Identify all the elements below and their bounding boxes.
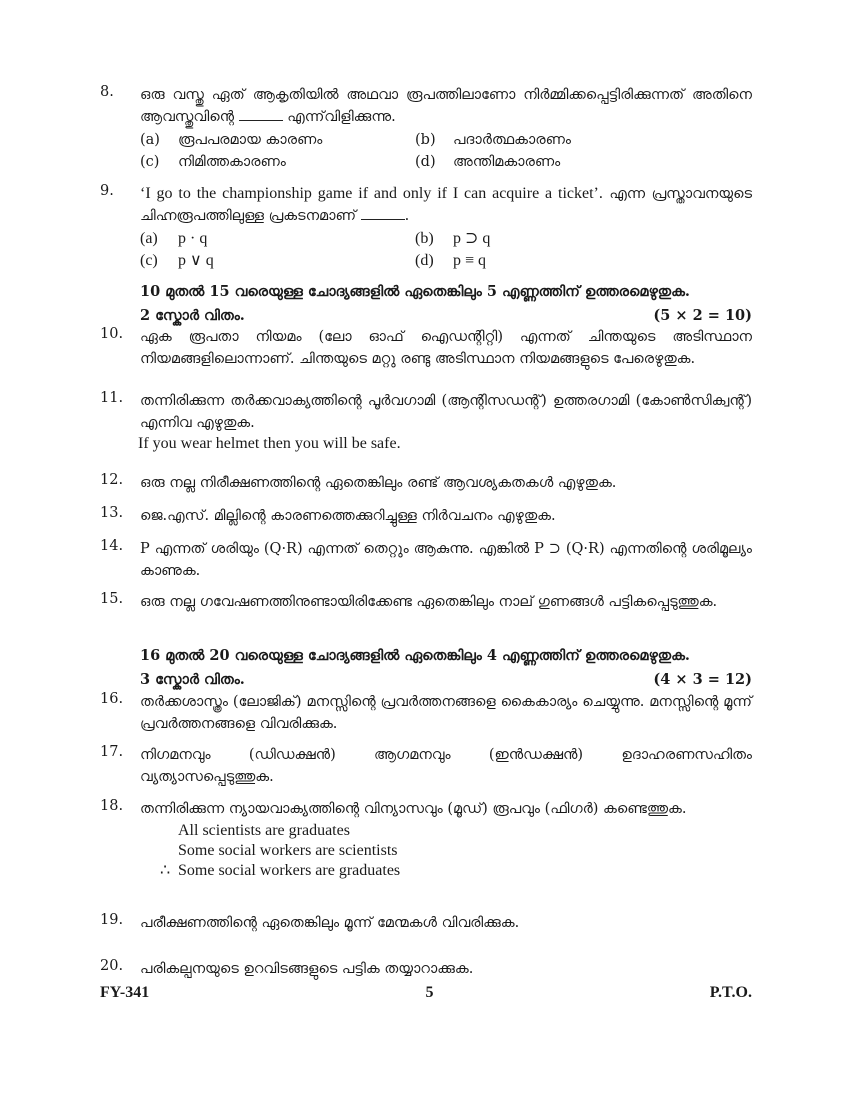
question-text: ‘I go to the championship game if and only if I can acquire a ticket’. എന്ന പ്രസ്താവനയുടെ ചിഹ്നരൂപത്തിലുള്ള പ്രകടനമാണ് . [140, 185, 753, 224]
conclusion: Some social workers are graduates [178, 862, 401, 879]
question-number: 16. [100, 691, 124, 707]
options [140, 130, 752, 172]
answer-blank [361, 207, 405, 220]
section-instructions-2 [140, 644, 752, 692]
answer-blank [239, 108, 283, 121]
question-text-part: എന്ന പ്രസ്താവനയുടെ ചിഹ്നരൂപത്തിലുള്ള പ്രകടനമാണ് [140, 186, 753, 224]
therefore-symbol: ∴ [160, 862, 171, 879]
question-number: 10. [100, 326, 124, 342]
question-text: തർക്കശാസ്ത്രം (ലോജിക്) മനസ്സിന്റെ പ്രവർത്തനങ്ങളെ കൈകാര്യം ചെയ്യുന്നു. മനസ്സിന്റെ മൂന്ന് പ്രവർത്തനങ്ങളെ വിവരിക്കുക. [140, 694, 752, 732]
question-14 [100, 538, 752, 582]
page-footer [100, 984, 752, 1002]
please-turn-over: P.T.O. [709, 984, 752, 1001]
question-number: 18. [100, 798, 124, 814]
section-score-note: 3 സ്കോർ വിതം. [140, 671, 245, 688]
paper-code: FY-341 [100, 984, 150, 1001]
options [140, 229, 752, 271]
question-number: 17. [100, 744, 124, 760]
section-instruction: 16 മുതൽ 20 വരെയുള്ള ചോദ്യങ്ങളിൽ ഏതെങ്കിലും 4 എണ്ണത്തിന് ഉത്തരമെഴുതുക. [140, 647, 690, 664]
section-score-note: 2 സ്കോർ വിതം. [140, 307, 245, 324]
question-number: 8. [100, 84, 114, 100]
question-15 [100, 591, 752, 613]
question-text-part: എന്ന്‌വിളിക്കുന്നു. [287, 109, 396, 125]
question-text-part: ഒരു വസ്തു ഏത് ആകൃതിയിൽ അഥവാ രൂപത്തിലാണോ നിർമ്മിക്കപ്പെട്ടിരിക്കുന്നത് അതിനെ ആവസ്തുവിന്റെ [140, 87, 752, 125]
question-number: 12. [100, 472, 124, 488]
option-a: (a) p · q [140, 230, 208, 247]
section-instruction: 10 മുതൽ 15 വരെയുള്ള ചോദ്യങ്ങളിൽ ഏതെങ്കിലും 5 എണ്ണത്തിന് ഉത്തരമെഴുതുക. [140, 283, 690, 300]
question-number: 20. [100, 958, 124, 974]
section-instructions-1 [140, 280, 752, 328]
question-10 [100, 326, 752, 370]
question-text: ഒരു നല്ല നിരീക്ഷണത്തിന്റെ ഏതെങ്കിലും രണ്ട് ആവശ്യകതകൾ എഴുതുക. [140, 475, 617, 491]
option-b: (b) പദാർത്ഥകാരണം [415, 132, 571, 148]
question-text: ഏക രൂപതാ നിയമം (ലോ ഓഫ് ഐഡന്റിറ്റി) എന്നത് ചിന്തയുടെ അടിസ്ഥാന നിയമങ്ങളിലൊന്നാണ്. ചിന്തയുടെ മറ്റു രണ്ടു അടിസ്ഥാന നിയമങ്ങളുടെ പേരെഴുതുക. [140, 329, 752, 367]
option-b: (b) p ⊃ q [415, 230, 491, 247]
quoted-statement: ‘I go to the championship game if and only if I can acquire a ticket’. [140, 185, 603, 202]
option-c: (c) നിമിത്തകാരണം [140, 154, 286, 170]
question-text: തന്നിരിക്കുന്ന തർക്കവാക്യത്തിന്റെ പൂർവഗാമി (ആന്റിസഡന്റ്) ഉത്തരഗാമി (കോൺസിക്വന്റ്) എന്നിവ എഴുതുക. [140, 393, 752, 431]
question-text: പരികല്പനയുടെ ഉറവിടങ്ങളുടെ പട്ടിക തയ്യാറാക്കുക. [140, 961, 474, 977]
question-16 [100, 691, 752, 735]
question-11 [100, 390, 752, 454]
option-c: (c) p ∨ q [140, 252, 214, 269]
question-19 [100, 912, 752, 934]
example-statement: If you wear helmet then you will be safe. [138, 435, 401, 452]
question-text: പരീക്ഷണത്തിന്റെ ഏതെങ്കിലും മൂന്ന് മേന്മകൾ വിവരിക്കുക. [140, 915, 520, 931]
question-number: 15. [100, 591, 124, 607]
minor-premise: Some social workers are scientists [178, 842, 398, 859]
option-a: (a) രൂപപരമായ കാരണം [140, 132, 323, 148]
question-text: ജെ.എസ്. മില്ലിന്റെ കാരണത്തെക്കുറിച്ചുള്ള നിർവചനം എഴുതുക. [140, 508, 556, 524]
option-d: (d) p ≡ q [415, 252, 487, 269]
question-text: ഒരു നല്ല ഗവേഷണത്തിനുണ്ടായിരിക്കേണ്ട ഏതെങ്കിലും നാല് ഗുണങ്ങൾ പട്ടികപ്പെടുത്തുക. [140, 594, 718, 610]
question-20 [100, 958, 752, 980]
option-d: (d) അന്തിമകാരണം [415, 154, 561, 170]
question-9 [100, 183, 752, 271]
syllogism [160, 821, 752, 881]
question-number: 14. [100, 538, 124, 554]
question-number: 11. [100, 390, 124, 406]
question-8 [100, 84, 752, 172]
question-18 [100, 798, 752, 881]
question-12 [100, 472, 752, 494]
conclusion-line [160, 861, 752, 881]
question-text: നിഗമനവും (ഡിഡക്ഷൻ) ആഗമനവും (ഇൻഡക്ഷൻ) ഉദാഹരണസഹിതം വ്യത്യാസപ്പെടുത്തുക. [140, 747, 752, 785]
question-text [140, 84, 752, 128]
question-number: 13. [100, 505, 124, 521]
page-number: 5 [425, 984, 434, 1001]
question-number: 19. [100, 912, 124, 928]
question-text: P എന്നത് ശരിയും (Q·R) എന്നത് തെറ്റും ആകുന്നു. എങ്കിൽ P ⊃ (Q·R) എന്നതിന്റെ ശരിമൂല്യം കാണുക. [140, 541, 752, 579]
question-13 [100, 505, 752, 527]
section-marks: (5 × 2 = 10) [653, 307, 752, 324]
question-number: 9. [100, 183, 114, 199]
section-marks: (4 × 3 = 12) [653, 671, 752, 688]
major-premise: All scientists are graduates [178, 822, 350, 839]
question-text: തന്നിരിക്കുന്ന ന്യായവാക്യത്തിന്റെ വിന്യാസവും (മൂഡ്) രൂപവും (ഫിഗർ) കണ്ടെത്തുക. [140, 801, 687, 817]
question-17 [100, 744, 752, 788]
